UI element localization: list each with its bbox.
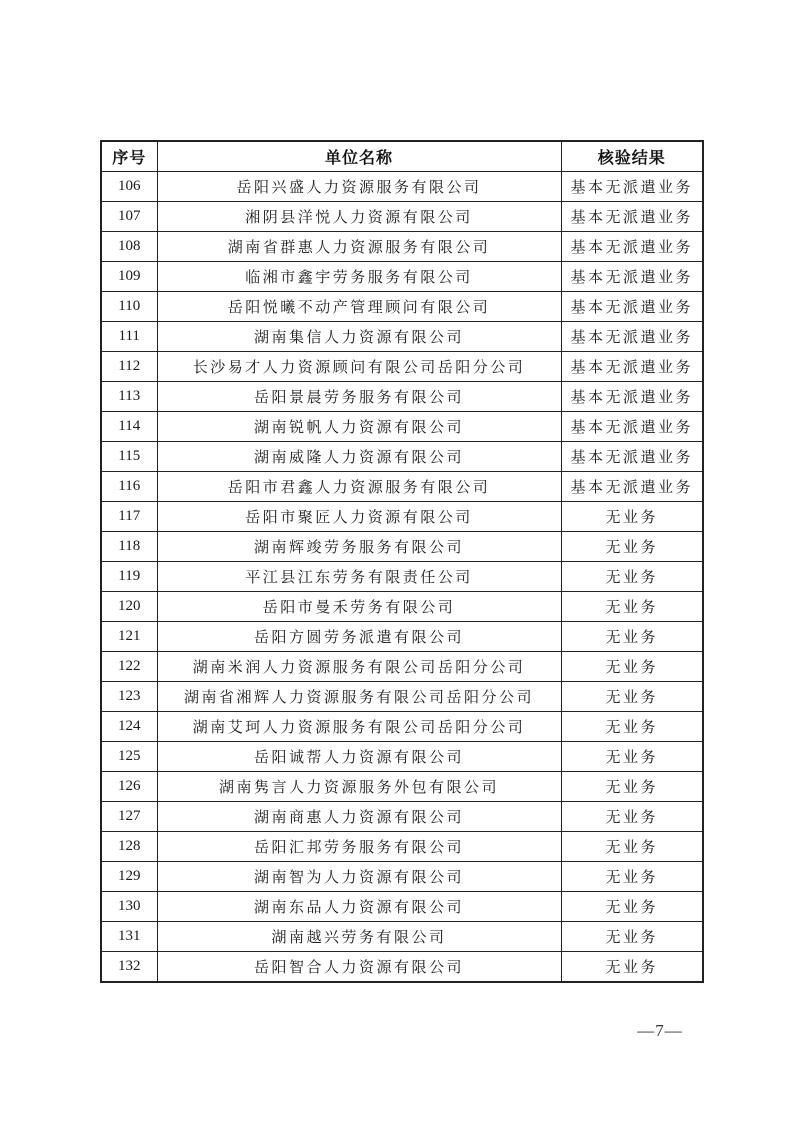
cell-unit-name: 湖南东品人力资源有限公司 — [157, 892, 561, 922]
cell-unit-name: 临湘市鑫宇劳务服务有限公司 — [157, 262, 561, 292]
cell-unit-name: 岳阳智合人力资源有限公司 — [157, 952, 561, 983]
cell-unit-name: 平江县江东劳务有限责任公司 — [157, 562, 561, 592]
cell-check-result: 无业务 — [561, 652, 703, 682]
cell-check-result: 基本无派遣业务 — [561, 292, 703, 322]
table-row — [101, 832, 703, 862]
cell-check-result: 无业务 — [561, 562, 703, 592]
table-row — [101, 322, 703, 352]
table-row — [101, 592, 703, 622]
cell-check-result: 无业务 — [561, 922, 703, 952]
cell-serial-number: 125 — [101, 742, 157, 772]
cell-check-result: 无业务 — [561, 502, 703, 532]
page-number: —7— — [637, 1021, 683, 1040]
cell-unit-name: 湖南艾珂人力资源服务有限公司岳阳分公司 — [157, 712, 561, 742]
cell-unit-name: 湖南集信人力资源有限公司 — [157, 322, 561, 352]
cell-check-result: 无业务 — [561, 892, 703, 922]
table-row — [101, 862, 703, 892]
cell-unit-name: 湖南省湘辉人力资源服务有限公司岳阳分公司 — [157, 682, 561, 712]
column-header-unit-name: 单位名称 — [157, 141, 561, 172]
cell-serial-number: 121 — [101, 622, 157, 652]
table-row — [101, 502, 703, 532]
table-row — [101, 742, 703, 772]
cell-unit-name: 长沙易才人力资源顾问有限公司岳阳分公司 — [157, 352, 561, 382]
column-header-check-result: 核验结果 — [561, 141, 703, 172]
table-row — [101, 712, 703, 742]
table-row — [101, 172, 703, 202]
cell-check-result: 基本无派遣业务 — [561, 382, 703, 412]
cell-serial-number: 127 — [101, 802, 157, 832]
cell-check-result: 无业务 — [561, 622, 703, 652]
cell-check-result: 基本无派遣业务 — [561, 442, 703, 472]
cell-unit-name: 岳阳市聚匠人力资源有限公司 — [157, 502, 561, 532]
cell-check-result: 无业务 — [561, 862, 703, 892]
cell-serial-number: 107 — [101, 202, 157, 232]
table-row — [101, 532, 703, 562]
table-row — [101, 382, 703, 412]
cell-serial-number: 108 — [101, 232, 157, 262]
table-row — [101, 772, 703, 802]
cell-unit-name: 岳阳方圆劳务派遣有限公司 — [157, 622, 561, 652]
table-row — [101, 922, 703, 952]
cell-serial-number: 106 — [101, 172, 157, 202]
cell-check-result: 无业务 — [561, 952, 703, 983]
cell-serial-number: 128 — [101, 832, 157, 862]
cell-serial-number: 116 — [101, 472, 157, 502]
cell-serial-number: 118 — [101, 532, 157, 562]
cell-serial-number: 114 — [101, 412, 157, 442]
cell-check-result: 基本无派遣业务 — [561, 472, 703, 502]
cell-serial-number: 131 — [101, 922, 157, 952]
cell-unit-name: 湖南锐帆人力资源有限公司 — [157, 412, 561, 442]
cell-unit-name: 岳阳兴盛人力资源服务有限公司 — [157, 172, 561, 202]
table-row — [101, 802, 703, 832]
table-row — [101, 442, 703, 472]
table-row — [101, 622, 703, 652]
cell-serial-number: 115 — [101, 442, 157, 472]
cell-check-result: 基本无派遣业务 — [561, 232, 703, 262]
cell-unit-name: 岳阳市君鑫人力资源服务有限公司 — [157, 472, 561, 502]
cell-unit-name: 湖南商惠人力资源有限公司 — [157, 802, 561, 832]
cell-serial-number: 123 — [101, 682, 157, 712]
cell-check-result: 无业务 — [561, 532, 703, 562]
table-row — [101, 232, 703, 262]
table-row — [101, 202, 703, 232]
table-row — [101, 952, 703, 983]
cell-unit-name: 湖南智为人力资源有限公司 — [157, 862, 561, 892]
cell-unit-name: 湖南米润人力资源服务有限公司岳阳分公司 — [157, 652, 561, 682]
cell-unit-name: 湘阴县洋悦人力资源有限公司 — [157, 202, 561, 232]
cell-check-result: 无业务 — [561, 682, 703, 712]
table-row — [101, 652, 703, 682]
table-row — [101, 292, 703, 322]
cell-check-result: 基本无派遣业务 — [561, 352, 703, 382]
table-row — [101, 352, 703, 382]
cell-check-result: 无业务 — [561, 802, 703, 832]
cell-unit-name: 湖南越兴劳务有限公司 — [157, 922, 561, 952]
cell-unit-name: 湖南威隆人力资源有限公司 — [157, 442, 561, 472]
table-body — [101, 172, 703, 983]
cell-unit-name: 岳阳景晨劳务服务有限公司 — [157, 382, 561, 412]
cell-serial-number: 130 — [101, 892, 157, 922]
cell-serial-number: 126 — [101, 772, 157, 802]
cell-unit-name: 岳阳诚帮人力资源有限公司 — [157, 742, 561, 772]
cell-serial-number: 109 — [101, 262, 157, 292]
cell-serial-number: 119 — [101, 562, 157, 592]
cell-serial-number: 122 — [101, 652, 157, 682]
table-row — [101, 682, 703, 712]
cell-unit-name: 岳阳汇邦劳务服务有限公司 — [157, 832, 561, 862]
cell-unit-name: 岳阳市曼禾劳务有限公司 — [157, 592, 561, 622]
cell-serial-number: 111 — [101, 322, 157, 352]
cell-serial-number: 112 — [101, 352, 157, 382]
cell-check-result: 无业务 — [561, 772, 703, 802]
cell-check-result: 基本无派遣业务 — [561, 172, 703, 202]
cell-unit-name: 湖南辉竣劳务服务有限公司 — [157, 532, 561, 562]
cell-serial-number: 124 — [101, 712, 157, 742]
cell-check-result: 基本无派遣业务 — [561, 412, 703, 442]
cell-check-result: 无业务 — [561, 832, 703, 862]
cell-serial-number: 120 — [101, 592, 157, 622]
cell-unit-name: 湖南隽言人力资源服务外包有限公司 — [157, 772, 561, 802]
cell-check-result: 基本无派遣业务 — [561, 322, 703, 352]
cell-serial-number: 110 — [101, 292, 157, 322]
cell-serial-number: 129 — [101, 862, 157, 892]
cell-check-result: 无业务 — [561, 712, 703, 742]
table-row — [101, 892, 703, 922]
cell-check-result: 基本无派遣业务 — [561, 202, 703, 232]
cell-check-result: 无业务 — [561, 742, 703, 772]
cell-serial-number: 132 — [101, 952, 157, 983]
cell-serial-number: 117 — [101, 502, 157, 532]
cell-check-result: 基本无派遣业务 — [561, 262, 703, 292]
table-row — [101, 262, 703, 292]
cell-unit-name: 湖南省群惠人力资源服务有限公司 — [157, 232, 561, 262]
table-row — [101, 472, 703, 502]
cell-serial-number: 113 — [101, 382, 157, 412]
column-header-serial: 序号 — [101, 141, 157, 172]
verification-result-table — [100, 140, 704, 983]
cell-check-result: 无业务 — [561, 592, 703, 622]
cell-unit-name: 岳阳悦曦不动产管理顾问有限公司 — [157, 292, 561, 322]
table-row — [101, 412, 703, 442]
table-row — [101, 562, 703, 592]
table-header-row — [101, 141, 703, 172]
